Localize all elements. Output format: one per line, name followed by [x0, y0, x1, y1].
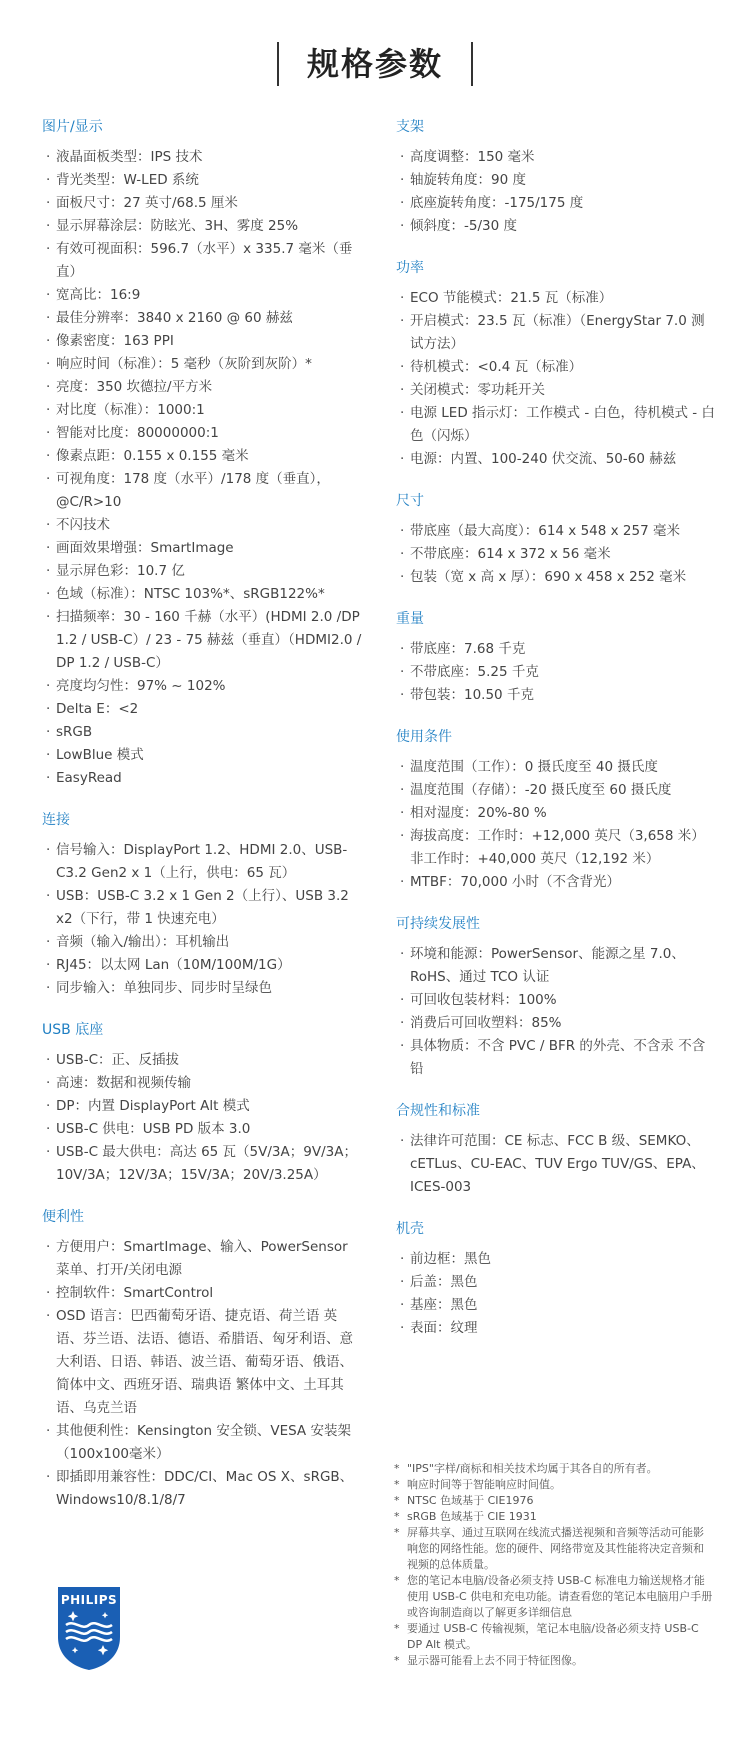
spec-item: · 电源：内置、100-240 伏交流、50-60 赫兹	[396, 448, 716, 471]
spec-list	[396, 756, 716, 894]
spec-item: · 带底座：7.68 千克	[396, 638, 716, 661]
spec-item: · 表面：纹理	[396, 1317, 716, 1340]
spec-item: · 轴旋转角度：90 度	[396, 169, 716, 192]
spec-item: · 高速：数据和视频传输	[42, 1072, 362, 1095]
spec-section	[396, 118, 716, 238]
spec-list	[396, 146, 716, 238]
footnote: * "IPS"字样/商标和相关技术均属于其各自的所有者。	[394, 1461, 714, 1477]
spec-item: · 待机模式：<0.4 瓦（标准）	[396, 356, 716, 379]
spec-item: · 电源 LED 指示灯：工作模式 - 白色，待机模式 - 白色（闪烁）	[396, 402, 716, 448]
spec-item: · 开启模式：23.5 瓦（标准）（EnergyStar 7.0 测试方法）	[396, 310, 716, 356]
spec-item: · 高度调整：150 毫米	[396, 146, 716, 169]
spec-item: · 像素点距：0.155 x 0.155 毫米	[42, 445, 362, 468]
spec-item: · 环境和能源：PowerSensor、能源之星 7.0、RoHS、通过 TCO 认证	[396, 943, 716, 989]
section-title: 图片/显示	[42, 119, 103, 135]
spec-section	[42, 118, 362, 790]
spec-item: · 最佳分辨率：3840 x 2160 @ 60 赫兹	[42, 307, 362, 330]
spec-list	[396, 638, 716, 707]
spec-item: · 显示屏幕涂层：防眩光、3H、雾度 25%	[42, 215, 362, 238]
spec-list	[42, 1049, 362, 1187]
spec-item: · 音频（输入/输出）：耳机输出	[42, 931, 362, 954]
spec-item: · RJ45：以太网 Lan（10M/100M/1G）	[42, 954, 362, 977]
spec-item: · 温度范围（存储）：-20 摄氏度至 60 摄氏度	[396, 779, 716, 802]
spec-section	[42, 1208, 362, 1512]
section-title: 支架	[396, 119, 424, 135]
spec-item: · OSD 语言：巴西葡萄牙语、捷克语、荷兰语 英语、芬兰语、法语、德语、希腊语、匈牙利语、意大利语、日语、韩语、波兰语、葡萄牙语、俄语、简体中文、西班牙语、瑞典语 繁体中文、土耳其语、乌克兰语	[42, 1305, 362, 1420]
spec-item: · 有效可视面积：596.7（水平）x 335.7 毫米（垂直）	[42, 238, 362, 284]
section-title: 便利性	[42, 1209, 84, 1225]
spec-item: · 消费后可回收塑料：85%	[396, 1012, 716, 1035]
spec-section	[396, 1102, 716, 1199]
spec-section	[396, 492, 716, 589]
spec-section	[42, 1021, 362, 1187]
spec-item: · 同步输入：单独同步、同步时呈绿色	[42, 977, 362, 1000]
footnotes	[394, 1461, 714, 1669]
footnote: * sRGB 色域基于 CIE 1931	[394, 1509, 714, 1525]
spec-section	[396, 259, 716, 471]
spec-item: · 后盖：黑色	[396, 1271, 716, 1294]
spec-item: · 信号输入：DisplayPort 1.2、HDMI 2.0、USB-C3.2 Gen2 x 1（上行，供电：65 瓦）	[42, 839, 362, 885]
section-title: 功率	[396, 260, 424, 276]
left-spec-column	[42, 118, 362, 1533]
spec-item: · 亮度均匀性：97% ~ 102%	[42, 675, 362, 698]
spec-item: · 控制软件：SmartControl	[42, 1282, 362, 1305]
footnote: * 响应时间等于智能响应时间值。	[394, 1477, 714, 1493]
section-title: 合规性和标准	[396, 1103, 480, 1119]
spec-item: · 响应时间（标准）：5 毫秒（灰阶到灰阶）*	[42, 353, 362, 376]
spec-item: · LowBlue 模式	[42, 744, 362, 767]
philips-logo	[56, 1585, 122, 1675]
spec-list	[396, 287, 716, 471]
spec-section	[396, 1220, 716, 1340]
spec-list	[396, 1130, 716, 1199]
spec-item: · USB-C 供电：USB PD 版本 3.0	[42, 1118, 362, 1141]
spec-item: · 像素密度：163 PPI	[42, 330, 362, 353]
spec-item: · Delta E：<2	[42, 698, 362, 721]
spec-item: · 色域（标准）：NTSC 103%*、sRGB122%*	[42, 583, 362, 606]
spec-item: · DP：内置 DisplayPort Alt 模式	[42, 1095, 362, 1118]
spec-item: · 显示屏色彩：10.7 亿	[42, 560, 362, 583]
footnote: * NTSC 色域基于 CIE1976	[394, 1493, 714, 1509]
spec-item: · 基座：黑色	[396, 1294, 716, 1317]
spec-list	[42, 839, 362, 1000]
spec-item: · 带包装：10.50 千克	[396, 684, 716, 707]
spec-item: · USB-C：正、反插拔	[42, 1049, 362, 1072]
spec-item: · 不带底座：5.25 千克	[396, 661, 716, 684]
spec-item: · MTBF：70,000 小时（不含背光）	[396, 871, 716, 894]
spec-item: · 带底座（最大高度）：614 x 548 x 257 毫米	[396, 520, 716, 543]
spec-item: · 面板尺寸：27 英寸/68.5 厘米	[42, 192, 362, 215]
spec-item: · 背光类型：W-LED 系统	[42, 169, 362, 192]
spec-item: · 即插即用兼容性：DDC/CI、Mac OS X、sRGB、Windows10/8.1/8/7	[42, 1466, 362, 1512]
spec-item: · ECO 节能模式：21.5 瓦（标准）	[396, 287, 716, 310]
spec-item: · 可视角度：178 度（水平）/178 度（垂直），@C/R>10	[42, 468, 362, 514]
right-spec-column	[396, 118, 716, 1361]
spec-item: · 关闭模式：零功耗开关	[396, 379, 716, 402]
spec-item: · EasyRead	[42, 767, 362, 790]
section-title: USB 底座	[42, 1022, 104, 1038]
spec-item: · 可回收包装材料：100%	[396, 989, 716, 1012]
spec-list	[42, 146, 362, 790]
spec-list	[396, 943, 716, 1081]
section-title: 重量	[396, 611, 424, 627]
spec-item: · 具体物质：不含 PVC / BFR 的外壳、不含汞 不含铅	[396, 1035, 716, 1081]
section-title: 机壳	[396, 1221, 424, 1237]
spec-item: · 方便用户：SmartImage、输入、PowerSensor 菜单、打开/关闭电源	[42, 1236, 362, 1282]
spec-item: · 宽高比：16:9	[42, 284, 362, 307]
section-title: 可持续发展性	[396, 916, 480, 932]
spec-item: · 前边框：黑色	[396, 1248, 716, 1271]
spec-item: · 扫描频率：30 - 160 千赫（水平）(HDMI 2.0 /DP 1.2 / USB-C）/ 23 - 75 赫兹（垂直）（HDMI2.0 / DP 1.2 / USB-C）	[42, 606, 362, 675]
spec-item: · 温度范围（工作）：0 摄氏度至 40 摄氏度	[396, 756, 716, 779]
spec-item: · 包装（宽 x 高 x 厚）：690 x 458 x 252 毫米	[396, 566, 716, 589]
spec-list	[42, 1236, 362, 1512]
spec-item: · 倾斜度：-5/30 度	[396, 215, 716, 238]
spec-section	[396, 915, 716, 1081]
spec-item: · 法律许可范围：CE 标志、FCC B 级、SEMKO、cETLus、CU-EAC、TUV Ergo TUV/GS、EPA、ICES-003	[396, 1130, 716, 1199]
spec-item: · 画面效果增强：SmartImage	[42, 537, 362, 560]
spec-item: · USB-C 最大供电：高达 65 瓦（5V/3A；9V/3A；10V/3A；12V/3A；15V/3A；20V/3.25A）	[42, 1141, 362, 1187]
spec-item: · 液晶面板类型：IPS 技术	[42, 146, 362, 169]
brand-name: PHILIPS	[60, 1593, 118, 1607]
spec-list	[396, 520, 716, 589]
spec-item: · 相对湿度：20%-80 %	[396, 802, 716, 825]
spec-item: · 智能对比度：80000000:1	[42, 422, 362, 445]
spec-item: · 海拔高度：工作时：+12,000 英尺（3,658 米）非工作时：+40,000 英尺（12,192 米）	[396, 825, 716, 871]
page-title: 规格参数	[277, 42, 473, 86]
spec-item: · sRGB	[42, 721, 362, 744]
spec-item: · 其他便利性：Kensington 安全锁、VESA 安装架（100x100毫米）	[42, 1420, 362, 1466]
footnote: * 要通过 USB-C 传输视频，笔记本电脑/设备必须支持 USB-C DP Alt 模式。	[394, 1621, 714, 1653]
spec-section	[42, 811, 362, 1000]
spec-section	[396, 728, 716, 894]
spec-item: · 底座旋转角度：-175/175 度	[396, 192, 716, 215]
page-title-wrap	[0, 42, 750, 86]
footnote: * 屏幕共享、通过互联网在线流式播送视频和音频等活动可能影响您的网络性能。您的硬件、网络带宽及其性能将决定音频和视频的总体质量。	[394, 1525, 714, 1573]
spec-item: · USB：USB-C 3.2 x 1 Gen 2（上行）、USB 3.2 x2（下行，带 1 快速充电）	[42, 885, 362, 931]
spec-item: · 亮度：350 坎德拉/平方米	[42, 376, 362, 399]
footnote: * 您的笔记本电脑/设备必须支持 USB-C 标准电力输送规格才能使用 USB-C 供电和充电功能。请查看您的笔记本电脑用户手册或咨询制造商以了解更多详细信息	[394, 1573, 714, 1621]
section-title: 使用条件	[396, 729, 452, 745]
spec-item: · 对比度（标准）：1000:1	[42, 399, 362, 422]
spec-list	[396, 1248, 716, 1340]
section-title: 尺寸	[396, 493, 424, 509]
spec-section	[396, 610, 716, 707]
spec-item: · 不闪技术	[42, 514, 362, 537]
section-title: 连接	[42, 812, 70, 828]
footnote: * 显示器可能看上去不同于特征图像。	[394, 1653, 714, 1669]
spec-item: · 不带底座：614 x 372 x 56 毫米	[396, 543, 716, 566]
